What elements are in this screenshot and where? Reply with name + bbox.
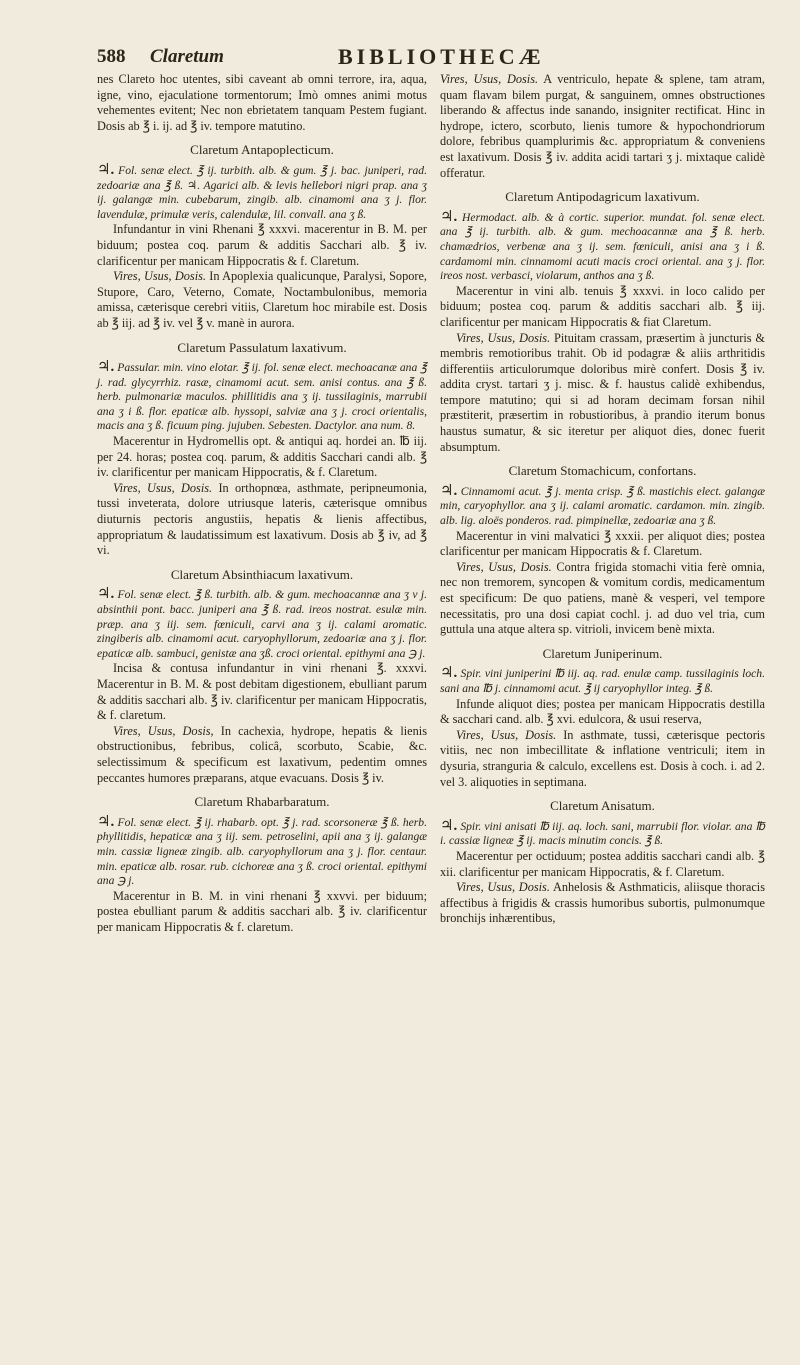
section-title: Claretum Passulatum laxativum. <box>177 339 347 355</box>
preparation-text: Infunde aliquot dies; postea per manicam Hippocratis destilla & sacchari cand. alb. ℥ xvi. edulcora, & usui reserva, <box>440 696 765 727</box>
preparation-text: Macerentur in Hydromellis opt. & antiqui aq. hordei an. ℔ iij. per 24. horas; postea coq. parum, & additis Sacchari candi alb. ℥ iv. clarificentur per manicam Hippocratis, & f. Claretum. <box>97 434 427 480</box>
preparation-text: Macerentur per octiduum; postea additis sacchari candi alb. ℥ xii. clarificentur per manicam Hippocratis, & f. Claretum. <box>440 848 765 879</box>
vires-text: A ventriculo, hepate & splene, tam atram, quam flavam bilem purgat, & sanguinem, omnes obstructiones liberando & affectus inde sanando, insigniter rectificat. Hinc in hydrope, ictero, scorbuto, lienis tumore & hypochondriorum dolore, febribus quamplurimis &c. appropriatum & conveniens est laxativum. Dosis ℥ iv. addita acidi tartari ʒ j. mixtaque calidè offeratur. <box>440 72 765 180</box>
vires-text: In Apoplexia qualicunque, Paralysi, Sopore, Stupore, Caro, Veterno, Comate, Noctambulonibus, memoria amissa, cæterisque cerebri vitiis, Claretum hoc mirabile est. Dosis ab ℥ iij. ad ℥ iv. vel ℥ v. manè in aurora. <box>97 269 428 330</box>
vires-paragraph <box>440 880 765 927</box>
vires-label: Vires, Usus, Dosis. <box>456 559 552 574</box>
vires-paragraph <box>440 560 765 638</box>
recipe-text: ♃. Passular. min. vino elotar. ℥ ij. fol. senæ elect. mechoacanæ ana ℥ j. rad. glycyrrhiz. rasæ, cinamomi acut. sem. anisi contus. ana ℥ ß. herb. pulmonariæ maculos. phillitidis ana ʒ ij. tussilaginis, marrubii ana ʒ i ß. flor. epaticæ alb. hyssopi, salviæ ana ʒ j. croci orientalis, macis ana ʒ ß. ficuum ping. jujuben. Sebesten. Dactylor. ana num. 8. <box>97 359 427 433</box>
vires-text: In asthmate, tussi, cæterisque pectoris vitiis, nec non imbecillitate & inflatione ventriculi; item in dysuria, stranguria & calculo, excellens est. Dosis à coch. i. ad 2. vel 3. aliquoties in septimana. <box>440 727 766 789</box>
running-title-left: Claretum <box>150 46 224 67</box>
vires-label: Vires, Usus, Dosis. <box>113 480 213 495</box>
preparation-text: Incisa & contusa infundantur in vini rhenani ℥. xxxvi. Macerentur in B. M. & post debitam digestionem, ebulliant parum & additis sacchari alb. ℥ iv. clarificentur per manicam Hippocratis, & f. claretum. <box>97 661 427 723</box>
vires-paragraph <box>97 724 427 786</box>
right-column <box>440 72 765 927</box>
vires-text: Pituitam crassam, præsertim à juncturis & membris remotioribus trahit. Ob id podagræ & aliis arthritidis differentiis articulorumque doloribus mirè confert. Dosis ℥ iv. addita cryst. tartari ʒ j. misc. & f. haustus calidè exhibendus, tempore matutino; qui si ad horam decimam forsan nihil præstiterit, præsertim in robustioribus, à prandio iterum bonus haustus sumatur, & sic iteretur per aliquot dies, donec fuerit absumptum. <box>440 330 765 454</box>
recipe-text: ♃. Fol. senæ elect. ℥ ij. rhabarb. opt. ℥ j. rad. scorsoneræ ℥ ß. herb. phyllitidis, hepaticæ ana ʒ iij. sem. petroselini, apii ana ʒ ij. galangæ min. cassiæ ligneæ zingib. alb. caryophyllorum ana ʒ j. flor. centaur. min. epaticæ alb. rosar. rub. cichoreæ ana ʒ ß. croci oriental. epithymi ana ℈ j. <box>97 813 427 888</box>
section-title: Claretum Juniperinum. <box>542 645 663 661</box>
preparation-text: Macerentur in vini alb. tenuis ℥ xxxvi. in loco calido per biduum; postea coq. parum & additis sacchari alb. ℥ iij. clarificentur per manicam Hippocratis & fiat Claretum. <box>440 283 765 329</box>
section-antapoplecticum <box>97 142 427 331</box>
vires-label: Vires, Usus, Dosis. <box>440 72 539 86</box>
section-title: Claretum Absinthiacum laxativum. <box>170 566 354 582</box>
recipe-text: ♃. Cinnamomi acut. ℥ j. menta crisp. ℥ ß. mastichis elect. galangæ min, caryophyllor. ana ʒ ij. calami aromatic. cardamon. min. zingib. alb. lig. aloës ponderos. rad. pimpinellæ, zedoariæ ana ʒ ß. <box>440 482 765 528</box>
vires-text: Contra frigida stomachi vitia ferè omnia, nec non tremorem, syncopen & vomitum cordis, medicamentum est specificum: De quo patiens, manè & vesperi, vel tempore necessitatis, pro una dosi capiat cochl. j. ad duo vel tria, cum guttula una atque altera sp. vitrioli, invicem benè mixta. <box>440 559 766 637</box>
preparation-text: Infundantur in vini Rhenani ℥ xxxvi. macerentur in B. M. per biduum; postea coq. parum & additis Sacchari alb. ℥ iv. clarificentur per manicam Hippocratis & f. Claretum. <box>97 222 427 268</box>
right-intro-paragraph <box>440 72 765 181</box>
left-column <box>97 72 427 935</box>
vires-paragraph <box>440 331 765 456</box>
vires-text: In cachexia, hydrope, hepatis & lienis obstructionibus, febribus, colicâ, scorbuto, Scabie, &c. selectissimum & specificum est laxativum, pedentim omnes peccantes humores præparans, atque evacuans. Dosis ℥ iv. <box>97 723 427 785</box>
vires-paragraph <box>440 728 765 790</box>
section-passulatum <box>97 340 427 559</box>
section-antipodagricum <box>440 189 765 455</box>
vires-label: Vires, Usus, Dosis, <box>113 723 214 738</box>
vires-label: Vires, Usus, Dosis. <box>456 330 551 345</box>
section-anisatum <box>440 798 765 927</box>
vires-label: Vires, Usus, Dosis. <box>456 727 557 742</box>
preparation-text: Macerentur in B. M. in vini rhenani ℥ xxvvi. per biduum; postea ebulliant parum & additis sacchari alb. ℥ iv. clarificentur per manicam Hippocratis & f. claretum. <box>97 888 427 934</box>
vires-label: Vires, Usus, Dosis. <box>113 269 206 284</box>
running-header <box>0 42 800 72</box>
section-title: Claretum Stomachicum, confortans. <box>508 463 697 479</box>
section-stomachicum <box>440 463 765 638</box>
vires-paragraph <box>97 269 427 331</box>
recipe-text: ♃. Fol. senæ elect. ℥ ß. turbith. alb. & gum. mechoacannæ ana ʒ v j. absinthii pont. bacc. juniperi ana ℥ ß. rad. ireos nostrat. esulæ min. præp. ana ʒ iij. sem. fœniculi, carvi ana ʒ ij. calami aromatic. zingiberis alb. cinamomi acut. caryophyllorum, zedoariæ ana ʒ j. flor. epaticæ alb. sambuci, genistæ ana ʒß. croci oriental. epithymi ana ℈ j. <box>97 586 427 660</box>
preparation-text: Macerentur in vini malvatici ℥ xxxii. per aliquot dies; postea clarificentur per manicam Hippocratis & f. Claretum. <box>440 528 765 559</box>
vires-text: Anhelosis & Asthmaticis, aliisque thoracis affectibus à frigidis & crassis humoribus subortis, pulmonumque bronchijs inhærentibus, <box>440 880 765 926</box>
page-number: 588 <box>97 46 126 67</box>
section-juniperinum <box>440 646 765 790</box>
section-title: Claretum Rhabarbaratum. <box>194 794 330 810</box>
section-title: Claretum Anisatum. <box>550 798 655 814</box>
running-title-center: BIBLIOTHECÆ <box>338 44 545 69</box>
recipe-text: ♃. Fol. senæ elect. ℥ ij. turbith. alb. & gum. ℥ j. bac. juniperi, rad. zedoariæ ana ℥ ß. ♃. Agarici alb. & levis hellebori nigri prap. ana ʒ ij. galangæ min. cubebarum, zingib. alb. cinamomi ana ʒ j. flor. lavendulæ, primulæ veris, calendulæ, lil. convall. ana ʒ ß. <box>97 161 427 221</box>
recipe-text: ♃. Spir. vini juniperini ℔ iij. aq. rad. enulæ camp. tussilaginis loch. sani ana ℔ j. cinnamomi acut. ℥ ij caryophyllor integ. ℥ ß. <box>440 665 765 695</box>
section-rhabarbaratum <box>97 794 427 935</box>
recipe-text: ♃. Spir. vini anisati ℔ iij. aq. loch. sani, marrubii flor. violar. ana ℔ i. cassiæ ligneæ ℥ ij. macis minutim concis. ℥ ß. <box>440 817 765 848</box>
vires-label: Vires, Usus, Dosis. <box>456 880 550 895</box>
section-title: Claretum Antipodagricum laxativum. <box>505 189 700 205</box>
recipe-text: ♃. Hermodact. alb. & à cortic. superior. mundat. fol. senæ elect. ana ℥ ij. turbith. alb. & gum. mechoacannæ ana ℥ ß. herb. chamædrios, verbenæ ana ʒ ij. sem. fœniculi, anisi ana ʒ i ß. cardamomi min. cinnamomi acuti macis croci oriental. ana ʒ j. flor. ireos nost. verbasci, violarum, anthos ana ʒ ß. <box>440 208 765 283</box>
vires-paragraph <box>97 481 427 559</box>
section-absinthiacum <box>97 567 427 786</box>
section-title: Claretum Antapoplecticum. <box>190 142 334 158</box>
left-intro-paragraph: nes Clareto hoc utentes, sibi caveant ab omni terrore, ira, aqua, igne, vino, ejaculatione tormentorum; Imò omnes animi motus vehementes evitent; Nec non ebrietatem tanquam Pestem fugiant. Dosis ab ℥ i. ij. ad ℥ iv. tempore matutino. <box>97 72 427 133</box>
vires-text: In orthopnœa, asthmate, peripneumonia, tussi inveterata, dolore utriusque lateris, cæterisque omnibus diuturnis pectoris angustiis, hepatis & lienis affectibus, appropriatum & laudatissimum est laxativum. Dosis ab ℥ iv, ad ℥ vi. <box>97 480 427 558</box>
